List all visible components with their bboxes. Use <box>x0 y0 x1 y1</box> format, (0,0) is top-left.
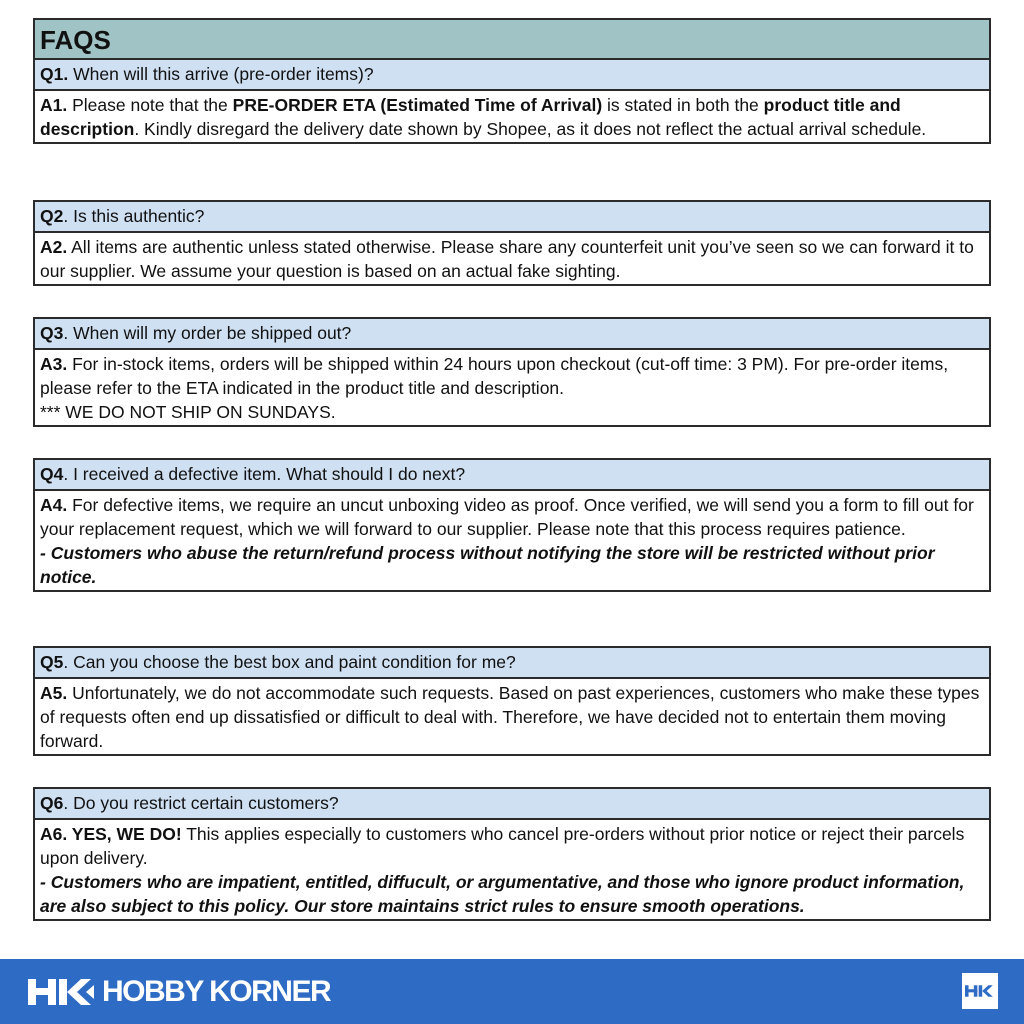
brand-badge <box>962 973 998 1009</box>
answer-text: This applies especially to customers who cancel pre-orders without prior notice or reject their parcels upon delivery. <box>40 824 965 868</box>
question-label: Q3 <box>40 323 64 343</box>
answer-label: A4. <box>40 495 68 515</box>
question-label: Q2 <box>40 206 64 226</box>
question-text: . Is this authentic? <box>63 206 205 226</box>
question-text: . When will my order be shipped out? <box>63 323 352 343</box>
hk-logo-icon <box>28 977 96 1007</box>
question-label: Q1. <box>40 64 69 84</box>
answer-label: A2. <box>40 237 68 257</box>
answer-emphasis: PRE-ORDER ETA (Estimated Time of Arrival) <box>232 95 603 115</box>
question-label: Q6 <box>40 793 64 813</box>
question-label: Q4 <box>40 464 64 484</box>
answer-6 <box>35 820 989 919</box>
brand-logo <box>28 975 330 1009</box>
answer-text: All items are authentic unless stated otherwise. Please share any counterfeit unit you’ve seen so we can forward it to our supplier. We assume your question is based on an actual fake sighting. <box>40 237 974 281</box>
question-6 <box>35 789 989 820</box>
question-1 <box>35 60 989 91</box>
question-2 <box>35 202 989 233</box>
faq-box-4 <box>33 458 991 592</box>
faq-box-5 <box>33 646 991 756</box>
answer-text: Please note that the <box>67 95 233 115</box>
answer-text: For in-stock items, orders will be shipped within 24 hours upon checkout (cut-off time: 3 PM). For pre-order items, please refer to the ETA indicated in the product title and description. <box>40 354 949 398</box>
footer-bar <box>0 959 1024 1024</box>
answer-label: A5. <box>40 683 68 703</box>
answer-text: . Kindly disregard the delivery date shown by Shopee, as it does not reflect the actual arrival schedule. <box>134 119 927 139</box>
answer-1 <box>35 91 989 142</box>
answer-label: A1. <box>40 95 68 115</box>
question-label: Q5 <box>40 652 64 672</box>
question-4 <box>35 460 989 491</box>
answer-text: is stated in both the <box>602 95 764 115</box>
faq-box-3 <box>33 317 991 427</box>
question-3 <box>35 319 989 350</box>
question-text: . Can you choose the best box and paint condition for me? <box>63 652 516 672</box>
page-title: FAQS <box>35 20 989 60</box>
brand-name: HOBBY KORNER <box>102 975 331 1008</box>
answer-3 <box>35 350 989 425</box>
answer-emphasis: product title and description <box>40 95 901 139</box>
question-text: . I received a defective item. What should I do next? <box>63 464 466 484</box>
faq-box-2 <box>33 200 991 286</box>
warning-text: - Customers who abuse the return/refund process without notifying the store will be restricted without prior notice. <box>40 543 935 587</box>
answer-text: For defective items, we require an uncut unboxing video as proof. Once verified, we will send you a form to fill out for your replacement request, which we will forward to our supplier. Please note that this process requires patience. <box>40 495 974 539</box>
question-5 <box>35 648 989 679</box>
answer-text: Unfortunately, we do not accommodate such requests. Based on past experiences, customers who make these types of requests often end up dissatisfied or difficult to deal with. Therefore, we have decided not to entertain them moving forward. <box>40 683 980 751</box>
answer-2 <box>35 233 989 284</box>
faq-box-1 <box>33 18 991 144</box>
shipping-note: *** WE DO NOT SHIP ON SUNDAYS. <box>40 402 336 422</box>
hk-badge-icon <box>965 983 995 999</box>
question-text: When will this arrive (pre-order items)? <box>68 64 374 84</box>
answer-label: A6. YES, WE DO! <box>40 824 182 844</box>
warning-text: - Customers who are impatient, entitled, diffucult, or argumentative, and those who ignore product information, are also subject to this policy. Our store maintains strict rules to ensure smooth operations. <box>40 872 965 916</box>
answer-label: A3. <box>40 354 68 374</box>
answer-5 <box>35 679 989 754</box>
faq-box-6 <box>33 787 991 921</box>
answer-4 <box>35 491 989 590</box>
question-text: . Do you restrict certain customers? <box>63 793 339 813</box>
